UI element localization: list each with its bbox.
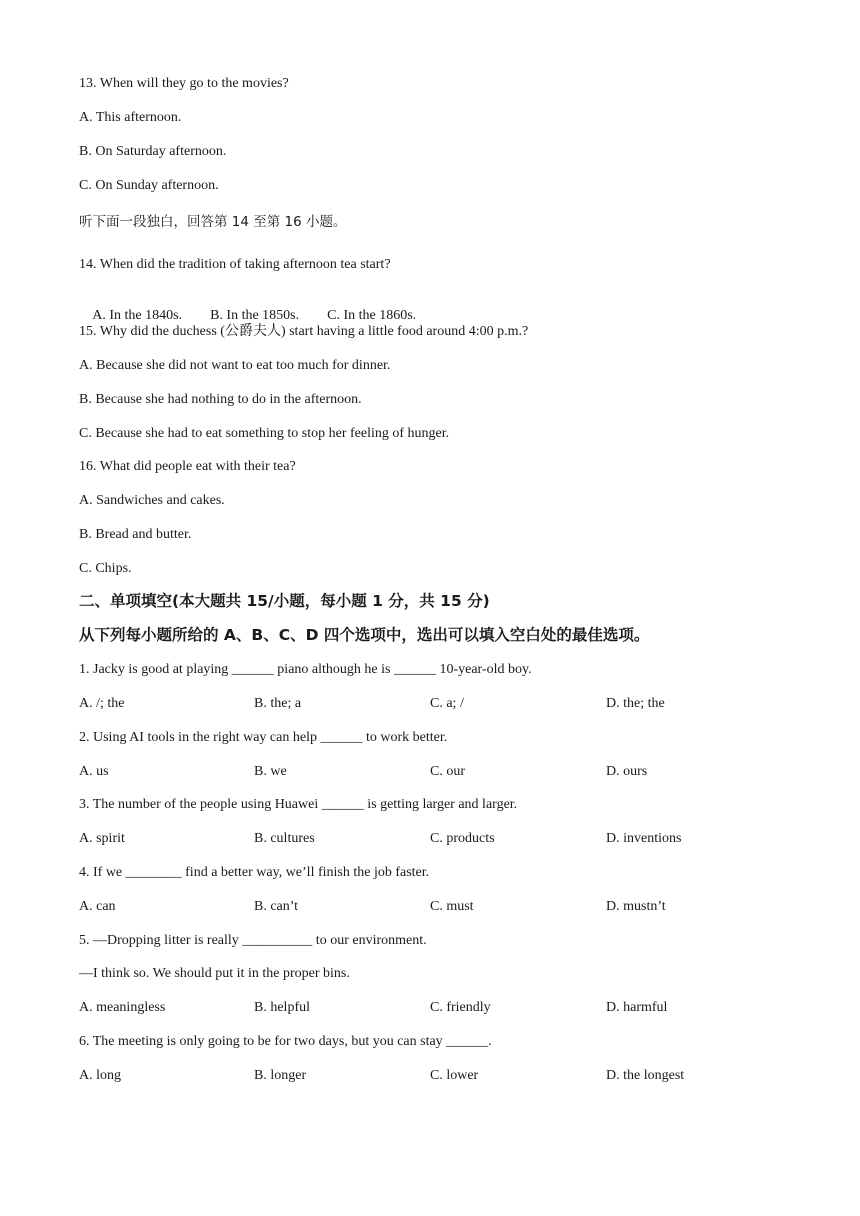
listening-instruction: 听下面一段独白，回答第 14 至第 16 小题。 [79, 214, 347, 230]
mc-question-3: 3. The number of the people using Huawei ______ is getting larger and larger. [79, 797, 518, 812]
mc-question-5: 5. —Dropping litter is really __________ to our environment. [79, 933, 427, 948]
q6-option-a: A. long [79, 1068, 121, 1083]
q4-option-d: D. mustn’t [606, 899, 666, 914]
q1-option-d: D. the; the [606, 696, 665, 711]
mc-question-1: 1. Jacky is good at playing ______ piano although he is ______ 10-year-old boy. [79, 662, 532, 677]
q3-option-d: D. inventions [606, 831, 682, 846]
q16-option-c: C. Chips. [79, 561, 132, 576]
question-16: 16. What did people eat with their tea? [79, 459, 296, 474]
q3-option-b: B. cultures [254, 831, 315, 846]
question-14: 14. When did the tradition of taking afternoon tea start? [79, 257, 391, 272]
q2-option-d: D. ours [606, 764, 648, 779]
q3-option-a: A. spirit [79, 831, 125, 846]
q13-option-a: A. This afternoon. [79, 110, 182, 125]
q2-option-b: B. we [254, 764, 287, 779]
q5-option-a: A. meaningless [79, 1000, 166, 1015]
question-13: 13. When will they go to the movies? [79, 76, 289, 91]
q14-option-c: C. In the 1860s. [327, 308, 417, 323]
q14-option-b: B. In the 1850s. [210, 308, 300, 323]
q15-option-b: B. Because she had nothing to do in the afternoon. [79, 392, 362, 407]
q4-option-c: C. must [430, 899, 474, 914]
section-instruction: 从下列每小题所给的 A、B、C、D 四个选项中，选出可以填入空白处的最佳选项。 [79, 626, 650, 644]
q6-option-d: D. the longest [606, 1068, 685, 1083]
mc-question-5-reply: —I think so. We should put it in the proper bins. [79, 966, 350, 981]
mc-question-6: 6. The meeting is only going to be for two days, but you can stay ______. [79, 1034, 492, 1049]
q6-option-c: C. lower [430, 1068, 479, 1083]
q13-option-b: B. On Saturday afternoon. [79, 144, 227, 159]
q13-option-c: C. On Sunday afternoon. [79, 178, 219, 193]
q15-option-a: A. Because she did not want to eat too much for dinner. [79, 358, 391, 373]
q14-option-a: A. In the 1840s. [92, 308, 183, 323]
q4-option-a: A. can [79, 899, 116, 914]
mc-question-4: 4. If we ________ find a better way, we’ll finish the job faster. [79, 865, 430, 880]
q15-option-c: C. Because she had to eat something to stop her feeling of hunger. [79, 426, 450, 441]
q1-option-c: C. a; / [430, 696, 464, 711]
question-15: 15. Why did the duchess (公爵夫人) start having a little food around 4:00 p.m.? [79, 324, 529, 339]
q6-option-b: B. longer [254, 1068, 307, 1083]
q1-option-b: B. the; a [254, 696, 302, 711]
q16-option-b: B. Bread and butter. [79, 527, 192, 542]
q4-option-b: B. can’t [254, 899, 299, 914]
mc-question-2: 2. Using AI tools in the right way can help ______ to work better. [79, 730, 448, 745]
q5-option-c: C. friendly [430, 1000, 491, 1015]
q16-option-a: A. Sandwiches and cakes. [79, 493, 225, 508]
q2-option-c: C. our [430, 764, 465, 779]
q3-option-c: C. products [430, 831, 495, 846]
q5-option-b: B. helpful [254, 1000, 310, 1015]
q5-option-d: D. harmful [606, 1000, 668, 1015]
q1-option-a: A. /; the [79, 696, 125, 711]
section-heading: 二、单项填空(本大题共 15/小题，每小题 1 分，共 15 分) [79, 592, 490, 610]
q2-option-a: A. us [79, 764, 109, 779]
